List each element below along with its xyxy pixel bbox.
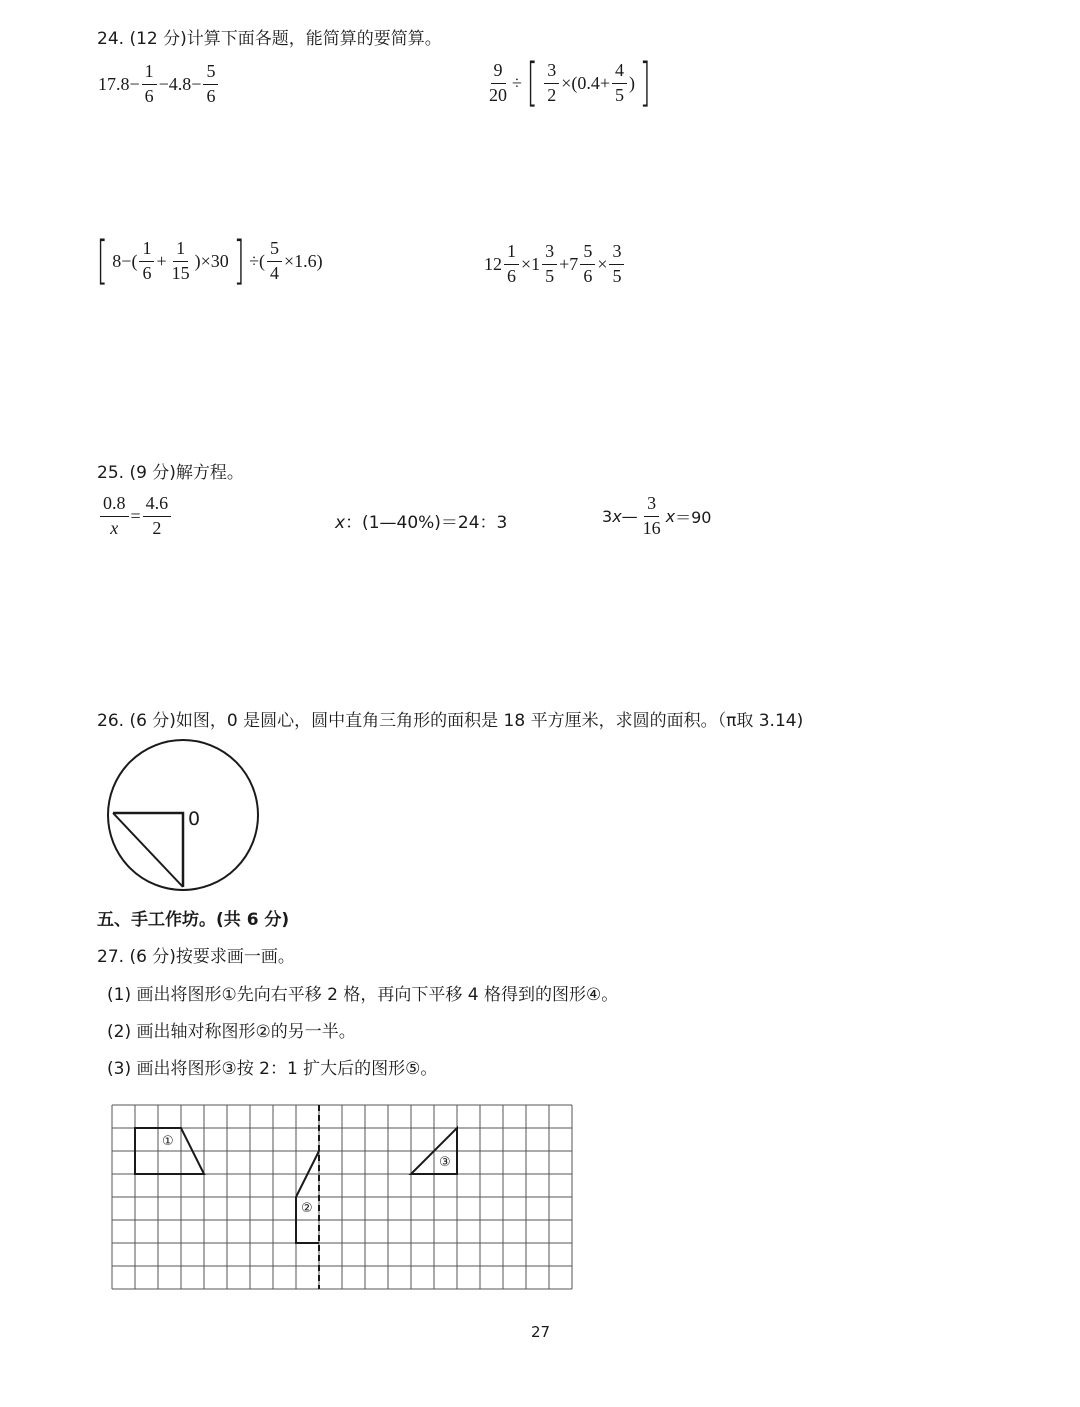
fraction: $\frac{0.8}{x}$ — [100, 494, 129, 539]
fraction: $\frac{5}{6}$ — [580, 242, 595, 287]
shape-1-label: ① — [162, 1134, 174, 1149]
center-label: 0 — [188, 808, 201, 830]
grid-figure — [100, 1095, 585, 1300]
q27-item-1: (1) 画出将图形①先向右平移 2 格，再向下平移 4 格得到的图形④。 — [107, 985, 619, 1005]
fraction: $\frac{1}{6}$ — [142, 62, 157, 107]
fraction: $\frac{4.6}{2}$ — [143, 494, 172, 539]
q24-title: 24. (12 分)计算下面各题，能简算的要简算。 — [97, 29, 442, 49]
fraction: $\frac{1}{15}$ — [171, 238, 190, 283]
circle-figure — [100, 735, 280, 895]
fraction: $\frac{3}{5}$ — [609, 242, 624, 287]
fraction: $\frac{5}{4}$ — [267, 239, 282, 284]
q25-equation-1: $\frac{0.8}{x}$ = $\frac{4.6}{2}$ — [98, 494, 173, 539]
shape-3-label: ③ — [439, 1155, 451, 1170]
page-number: 27 — [531, 1323, 551, 1341]
fraction: $\frac{1}{6}$ — [139, 239, 154, 284]
q24-expression-4: 12 $\frac{1}{6}$ ×1 $\frac{3}{5}$ +7 $\frac{5}{6}$ × $\frac{3}{5}$ — [484, 242, 626, 287]
shape-2-label: ② — [301, 1201, 313, 1216]
fraction: $\frac{1}{6}$ — [504, 242, 519, 287]
fraction: $\frac{9}{20}$ — [489, 60, 507, 105]
fraction: $\frac{3}{2}$ — [544, 61, 559, 106]
q25-title: 25. (9 分)解方程。 — [97, 463, 244, 483]
fraction: $\frac{3}{16}$ — [642, 493, 661, 538]
q27-title: 27. (6 分)按要求画一画。 — [97, 947, 295, 967]
fraction: $\frac{3}{5}$ — [542, 242, 557, 287]
fraction: $\frac{4}{5}$ — [612, 61, 627, 106]
q24-expression-1: 17.8 − $\frac{1}{6}$ −4.8− $\frac{5}{6}$ — [98, 62, 220, 107]
fraction: $\frac{5}{6}$ — [203, 62, 218, 107]
q24-expression-2: $\frac{9}{20}$ ÷ [ $\frac{3}{2}$ ×(0.4+ $\frac{4}{5}$ ) ] — [484, 60, 655, 107]
q25-equation-3: 3 x — $\frac{3}{16}$ x ＝90 — [602, 493, 712, 538]
q27-item-3: (3) 画出将图形③按 2：1 扩大后的图形⑤。 — [107, 1059, 438, 1079]
q26-title: 26. (6 分)如图，0 是圆心，圆中直角三角形的面积是 18 平方厘米，求圆的面积。（π取 3.14) — [97, 711, 804, 731]
triangle-hypotenuse — [113, 813, 183, 887]
q24-expression-3: [ 8−( $\frac{1}{6}$ + $\frac{1}{15}$ )×30 ] ÷( $\frac{5}{4}$ ×1.6) — [96, 231, 323, 291]
q25-equation-2: x：(1—40%)＝24：3 — [335, 513, 508, 533]
q27-item-2: (2) 画出轴对称图形②的另一半。 — [107, 1022, 356, 1042]
grid-lines — [112, 1105, 572, 1289]
section-5-title: 五、手工作坊。(共 6 分) — [97, 910, 290, 930]
